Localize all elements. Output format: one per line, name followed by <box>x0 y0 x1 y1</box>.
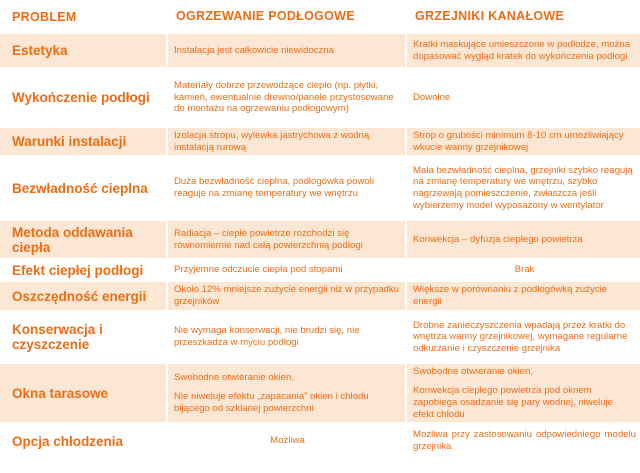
row-problem: Estetyka <box>0 34 166 67</box>
row-okna <box>0 364 640 422</box>
row-floor-value: Nie wymaga konserwacji, nie brudzi się, nie przeszkadza w myciu podłogi <box>174 325 360 348</box>
row-channel-value: Drobne zanieczyszczenia wpadają przez kratki do wnętrza wanny grzejnikowej, wymagane regularne odkurzanie i czyszczenie grzejnika <box>413 319 628 354</box>
row-efekt <box>0 260 640 280</box>
row-warunki <box>0 128 640 155</box>
row-floor-value: Instalacja jest całkowicie niewidoczna <box>168 34 405 67</box>
row-floor-value: Możliwa <box>270 435 305 447</box>
floor-line-2: Nie niweluje efektu „zapacania” okien i chłodu bijącego od szklanej powierzchni <box>174 391 369 414</box>
row-konserwacja <box>0 312 640 362</box>
row-problem: Bezwładność cieplna <box>12 180 148 196</box>
row-problem: Wykończenie podłogi <box>12 90 150 105</box>
row-floor-value: Około 12% mniejsze zużycie energii niż w przypadku grzejników <box>168 282 405 310</box>
row-floor-value: Materiały dobrze przewodzące ciepło (np. płytki, kamień, ewentualnie drewno/panele przystosowane do montażu na ogrzewaniu podłogowym) <box>174 80 394 115</box>
row-floor-value: Radiacja – ciepłe powietrze rozchodzi się równomiernie nad całą powierzchnią podłogi <box>168 221 405 258</box>
row-oszczednosc <box>0 282 640 310</box>
row-channel-value: Możliwa przy zastosowaniu odpowiedniego modelu grzejnika <box>413 429 636 452</box>
row-problem: Konserwacja i czyszczenie <box>12 322 103 352</box>
row-floor-value: Przyjemne odczucie ciepła pod stopami <box>174 264 343 276</box>
row-channel-value: Konwekcja – dyfuzja ciepłego powietrza <box>407 221 640 258</box>
row-problem: Warunki instalacji <box>0 128 166 155</box>
row-channel-value: Dowolne <box>413 91 451 103</box>
row-problem: Oszczędność energii <box>0 282 166 310</box>
row-floor-value: Izolacja stropu, wylewka jastrychowa z wodną instalacją rurową <box>168 128 405 155</box>
row-chlodzenie <box>0 424 640 458</box>
row-channel-value: Brak <box>514 264 535 276</box>
row-problem: Okna tarasowe <box>0 364 166 422</box>
floor-line-1: Swobodne otwieranie okien, <box>174 371 295 383</box>
header-floor-heating: OGRZEWANIE PODŁOGOWE <box>176 9 355 24</box>
header-problem: PROBLEM <box>12 9 77 24</box>
row-problem: Opcja chłodzenia <box>12 433 124 449</box>
channel-line-2: Konwekcja ciepłego powietrza pod oknem zapobiega osadzanie się pary wodnej, niweluje efekt chłodu <box>413 385 614 420</box>
row-estetyka <box>0 34 640 67</box>
row-channel-value <box>407 364 640 422</box>
row-channel-value: Kratki maskujące umieszczone w podłodze, można dopasować wygląd kratek do wykończenia podłogi <box>407 34 640 67</box>
channel-line-1: Swobodne otwieranie okien, <box>413 365 534 377</box>
row-channel-value: Większe w porównaniu z podłogówką zużycie energii <box>407 282 640 310</box>
row-metoda <box>0 221 640 258</box>
row-floor-value <box>168 364 405 422</box>
row-channel-value: Mała bezwładność cieplna, grzejniki szybko reagują na zmianę temperatury we wnętrzu, szybko nagrzewają pomieszczenie, zwłaszcza jeśli wybierzemy model wyposażony w wentylator <box>413 164 633 211</box>
row-floor-value: Duża bezwładność cieplna, podłogówka powoli reaguje na zmianę temperatury we wnętrzu <box>174 176 374 199</box>
table-header <box>0 0 640 34</box>
row-problem: Efekt ciepłej podłogi <box>12 262 144 278</box>
row-bezwladnosc <box>0 157 640 219</box>
header-channel-heaters: GRZEJNIKI KANAŁOWE <box>415 9 565 24</box>
row-channel-value: Strop o grubości minimum 8-10 cm umożliwiający wkucie wanny grzejnikowej <box>407 128 640 155</box>
row-wykonczenie <box>0 69 640 126</box>
row-problem: Metoda oddawania ciepła <box>0 221 166 258</box>
